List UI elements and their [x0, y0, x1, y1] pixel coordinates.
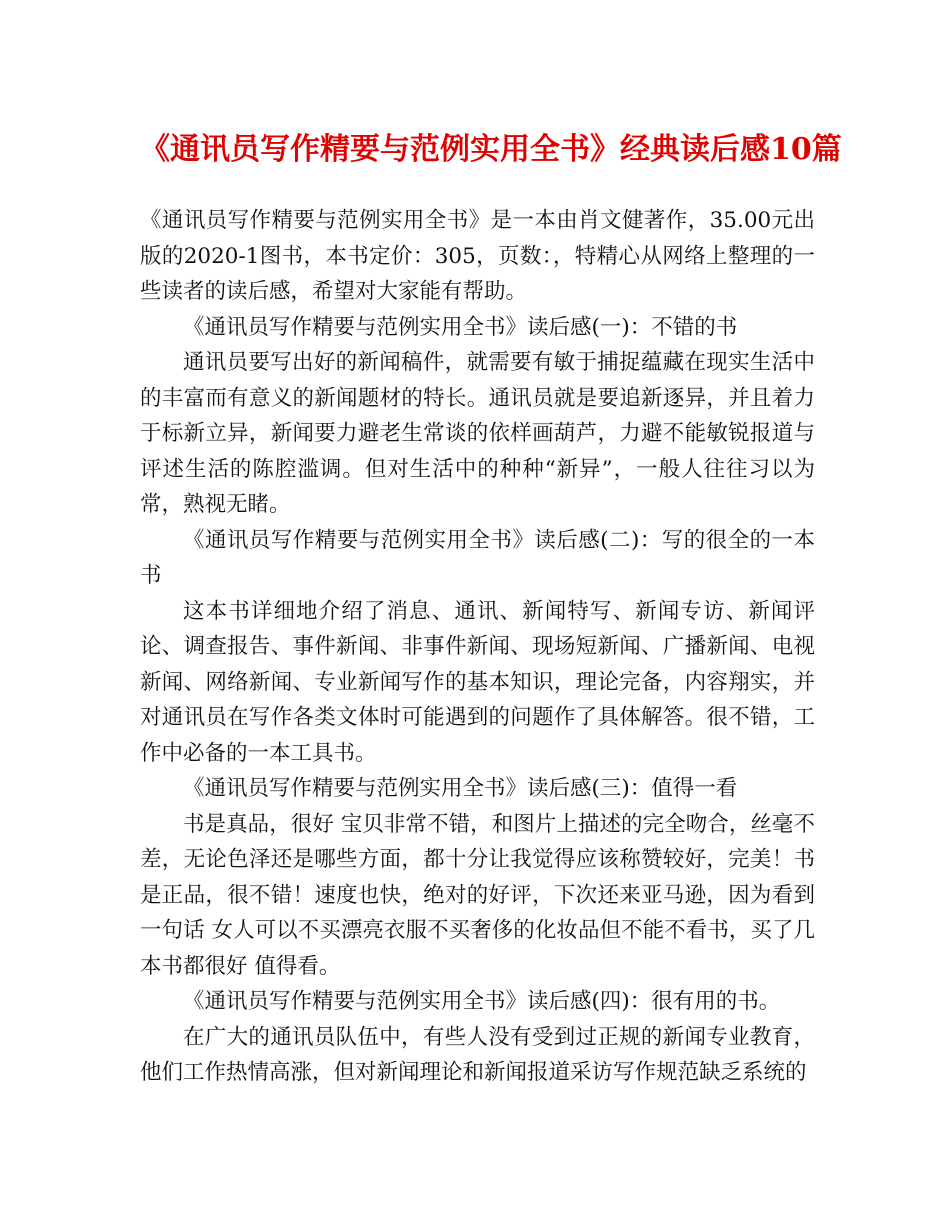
- section-heading-4: 《通讯员写作精要与范例实用全书》读后感(四)：很有用的书。: [183, 989, 781, 1014]
- section-heading-3: 《通讯员写作精要与范例实用全书》读后感(三)：值得一看: [183, 776, 738, 801]
- intro-paragraph: 《通讯员写作精要与范例实用全书》是一本由肖文健著作，35.00元出版的2020-1图书，本书定价：305，页数：，特精心从网络上整理的一些读者的读后感，希望对大家能有帮助。: [140, 208, 815, 304]
- section-body-4: 在广大的通讯员队伍中，有些人没有受到过正规的新闻专业教育，他们工作热情高涨，但对新闻理论和新闻报道采访写作规范缺乏系统的: [140, 1024, 815, 1085]
- document-title: 《通讯员写作精要与范例实用全书》经典读后感10篇: [140, 132, 842, 167]
- section-body-2: 这本书详细地介绍了消息、通讯、新闻特写、新闻专访、新闻评论、调查报告、事件新闻、非事件新闻、现场短新闻、广播新闻、电视新闻、网络新闻、专业新闻写作的基本知识，理论完备，内容翔实，并对通讯员在写作各类文体时可能遇到的问题作了具体解答。很不错，工作中必备的一本工具书。: [140, 598, 815, 766]
- section-heading-2: 《通讯员写作精要与范例实用全书》读后感(二)：写的很全的一本书: [140, 527, 815, 588]
- section-body-3: 书是真品，很好 宝贝非常不错，和图片上描述的完全吻合，丝毫不差，无论色泽还是哪些方面，都十分让我觉得应该称赞较好，完美！书是正品，很不错！速度也快，绝对的好评，下次还来亚马逊，因为看到一句话 女人可以不买漂亮衣服不买奢侈的化妆品但不能不看书，买了几本书都很好 值得看。: [140, 811, 815, 979]
- section-body-1: 通讯员要写出好的新闻稿件，就需要有敏于捕捉蕴藏在现实生活中的丰富而有意义的新闻题材的特长。通讯员就是要追新逐异，并且着力于标新立异，新闻要力避老生常谈的依样画葫芦，力避不能敏锐报道与评述生活的陈腔滥调。但对生活中的种种“新异”，一般人往往习以为常，熟视无睹。: [140, 350, 815, 517]
- section-heading-1: 《通讯员写作精要与范例实用全书》读后感(一)：不错的书: [183, 314, 738, 340]
- document-body: [140, 203, 815, 1091]
